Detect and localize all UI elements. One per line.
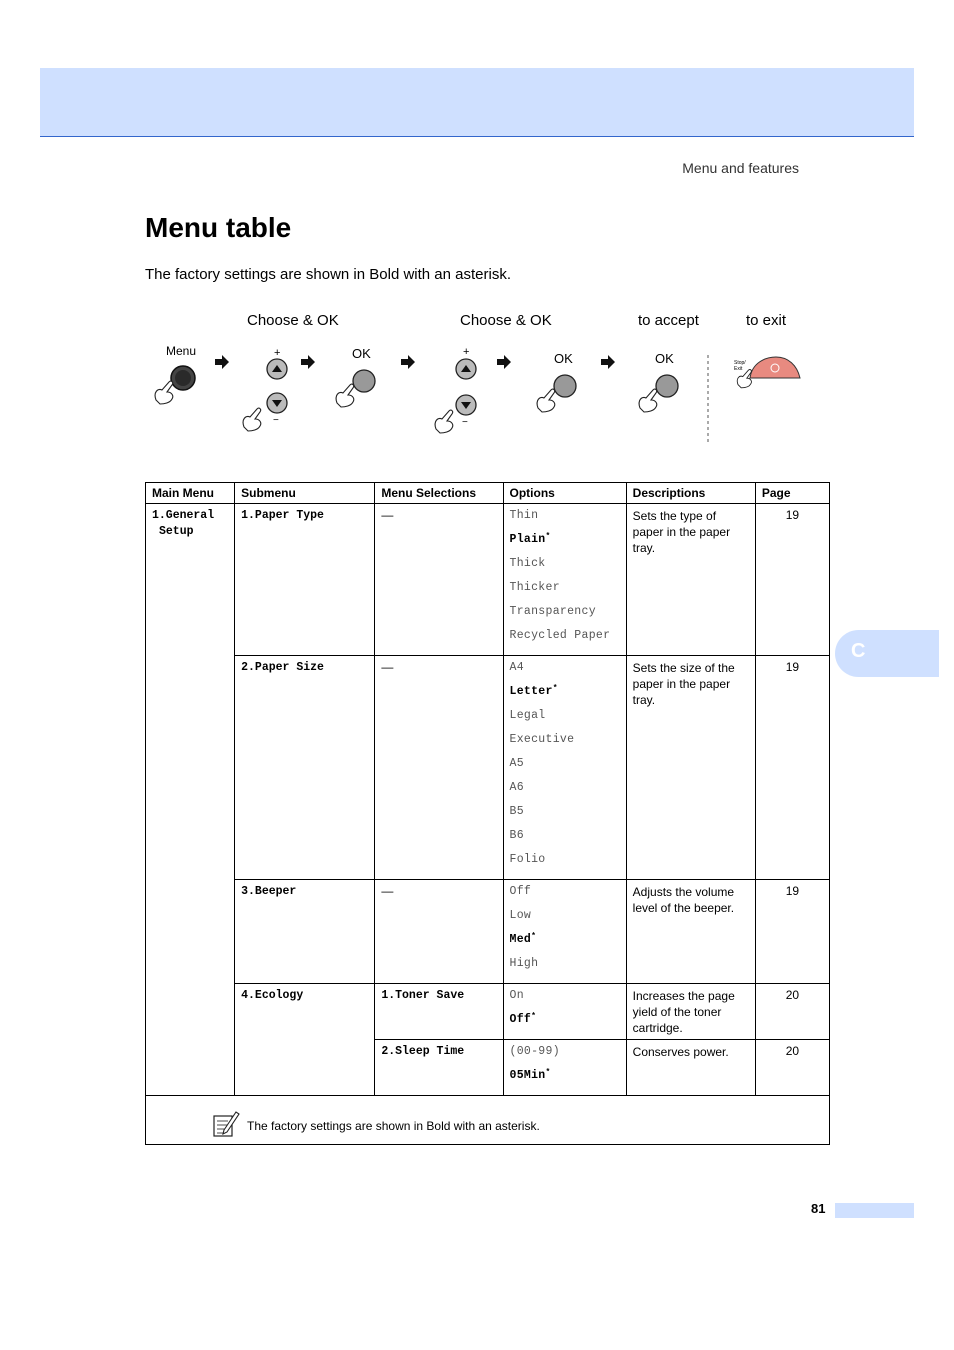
option-item: Low [509,909,532,922]
note-row [146,1096,830,1145]
col-page: Page [755,483,829,504]
finger-press-icon [639,389,657,412]
option-item: Thicker [509,581,560,594]
description-cell: Conserves power. [626,1040,755,1096]
option-item: On [509,989,524,1002]
selection-cell: — [375,880,503,984]
option-item: Executive [509,733,575,746]
page-cell: 20 [755,984,829,1040]
up-arrow-key-icon[interactable] [267,359,287,379]
step-label-accept: to accept [638,312,699,329]
ok-key-label: OK [554,351,573,366]
description-cell: Sets the type of paper in the paper tray. [626,504,755,656]
arrow-right-icon [401,355,415,369]
option-item: B6 [509,829,524,842]
option-item: A6 [509,781,524,794]
options-cell [503,984,626,1040]
finger-press-icon [155,381,173,404]
option-item-default: Plain* [509,532,551,546]
finger-press-icon [243,408,261,431]
option-item: High [509,957,539,970]
option-item: Thick [509,557,546,570]
finger-press-icon [537,389,555,412]
note [152,1100,823,1141]
arrow-right-icon [215,355,229,369]
table-row [146,880,830,984]
option-item: Thin [509,509,539,522]
option-item: B5 [509,805,524,818]
minus-label: − [462,417,468,428]
note-text: The factory settings are shown in Bold with an asterisk. [247,1119,540,1133]
plus-label: + [274,347,281,359]
submenu-cell: 4.Ecology [235,984,375,1096]
finger-press-icon [737,370,751,388]
page-number: 81 [811,1201,826,1216]
down-arrow-key-icon[interactable] [456,395,476,415]
options-cell [503,1040,626,1096]
selection-cell: — [375,504,503,656]
up-arrow-key-icon[interactable] [456,359,476,379]
finger-press-icon [435,410,453,433]
minus-label: − [273,415,279,426]
step-label-choose-ok-2: Choose & OK [460,312,552,329]
submenu-cell: 2.Paper Size [235,656,375,880]
arrow-right-icon [601,355,615,369]
option-item-default: Letter* [509,684,558,698]
description-cell: Adjusts the volume level of the beeper. [626,880,755,984]
col-submenu: Submenu [235,483,375,504]
options-cell [503,656,626,880]
plus-label: + [463,346,470,358]
description-cell: Sets the size of the paper in the paper tray. [626,656,755,880]
menu-key-label: Menu [166,344,197,358]
stop-exit-key-icon[interactable] [750,357,800,378]
page-cell: 19 [755,504,829,656]
table-row [146,984,830,1040]
col-menu-selections: Menu Selections [375,483,503,504]
menu-key[interactable] [171,366,195,390]
chapter-tab: C [835,630,939,677]
footer-bar [835,1203,914,1218]
description-cell: Increases the page yield of the toner cartridge. [626,984,755,1040]
option-item: Off [509,885,532,898]
option-item-default: Off* [509,1012,537,1026]
option-item: (00-99) [509,1045,560,1058]
step-label-exit: to exit [746,312,787,329]
option-item-default: 05Min* [509,1068,551,1082]
submenu-cell: 1.Paper Type [235,504,375,656]
table-row [146,656,830,880]
ok-key-label: OK [352,346,371,361]
option-item: Recycled Paper [509,629,611,642]
col-main-menu: Main Menu [146,483,235,504]
option-item: Folio [509,853,546,866]
finger-press-icon [336,384,354,407]
down-arrow-key-icon[interactable] [267,393,287,413]
ok-key-label: OK [655,351,674,366]
arrow-right-icon [301,355,315,369]
menu-table [145,482,830,1145]
col-options: Options [503,483,626,504]
col-descriptions: Descriptions [626,483,755,504]
header-band [40,68,914,137]
option-item: Transparency [509,605,596,618]
key-sequence-diagram [140,335,820,450]
intro-text: The factory settings are shown in Bold with an asterisk. [145,266,512,283]
main-menu-cell: 1.General Setup [146,504,235,1096]
page-cell: 20 [755,1040,829,1096]
option-item: A5 [509,757,524,770]
selection-cell: — [375,656,503,880]
ok-key-icon[interactable] [353,370,375,392]
submenu-cell: 3.Beeper [235,880,375,984]
note-pencil-icon [212,1110,240,1138]
section-header: Menu and features [682,160,799,176]
ok-key-icon[interactable] [656,375,678,397]
exit-key-label: Exit [734,366,743,372]
arrow-right-icon [497,355,511,369]
selection-cell: 1.Toner Save [375,984,503,1040]
step-label-choose-ok-1: Choose & OK [247,312,339,329]
selection-cell: 2.Sleep Time [375,1040,503,1096]
ok-key-icon[interactable] [554,375,576,397]
page-cell: 19 [755,656,829,880]
option-item: A4 [509,661,524,674]
options-cell [503,504,626,656]
option-item-default: Med* [509,932,537,946]
table-header-row [146,483,830,504]
page-title: Menu table [145,212,292,243]
page-cell: 19 [755,880,829,984]
table-row [146,504,830,656]
option-item: Legal [509,709,546,722]
options-cell [503,880,626,984]
stop-key-label: Stop/ [734,360,746,366]
